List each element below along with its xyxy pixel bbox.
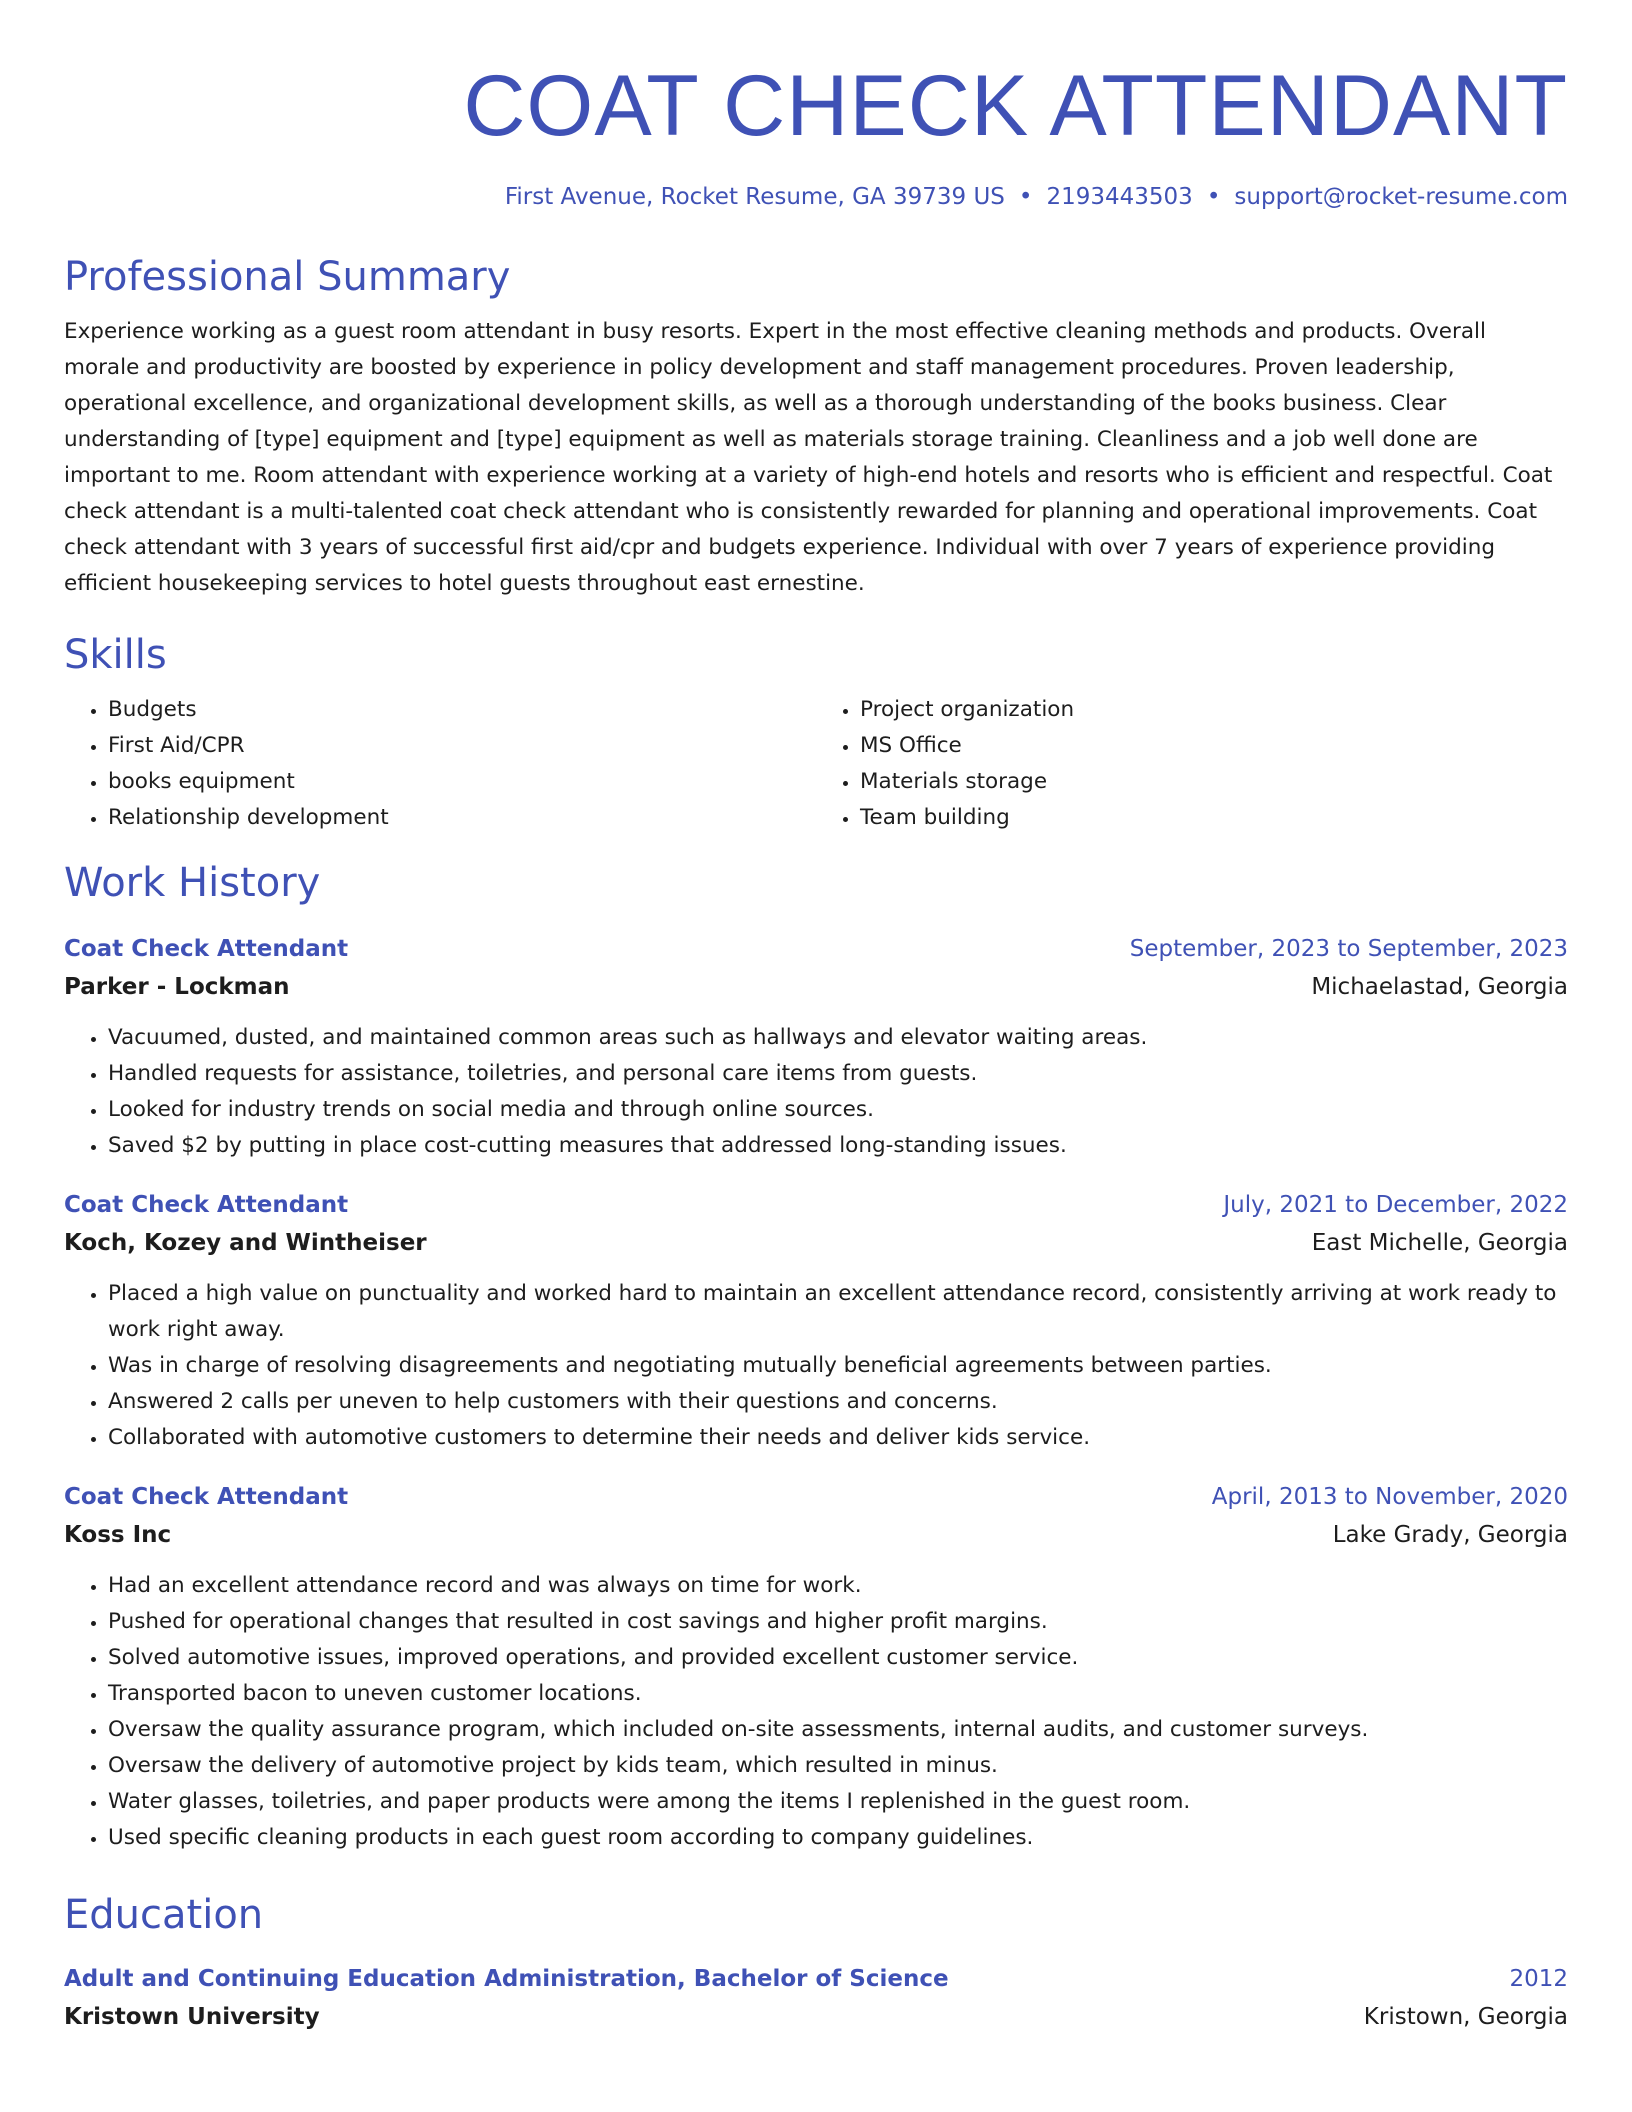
job-title: Coat Check Attendant [64,1192,349,1218]
contact-line [64,180,1568,214]
job-bullet: • Had an excellent attendance record and was always on time for work. [108,1568,1568,1604]
summary-heading: Professional Summary [64,254,511,300]
education-header [64,1960,1568,1998]
contact-address: First Avenue, Rocket Resume, GA 39739 US [504,184,1005,210]
job-dates: July, 2021 to December, 2022 [1223,1192,1568,1218]
job-location: East Michelle, Georgia [1311,1230,1568,1256]
job-header [64,1478,1568,1516]
skill-item: • Team building [860,800,1568,836]
education-entry [64,1960,1568,2036]
job-location: Lake Grady, Georgia [1332,1522,1568,1548]
job-dates: April, 2013 to November, 2020 [1211,1484,1568,1510]
education-school: Kristown University [64,2004,320,2030]
education-subheader [64,1998,1568,2036]
contact-separator: • [1018,184,1033,210]
job-bullet: • Saved $2 by putting in place cost-cutting measures that addressed long-standing issues. [108,1128,1568,1164]
job-bullet: • Handled requests for assistance, toiletries, and personal care items from guests. [108,1056,1568,1092]
education-section [64,1890,1568,2036]
contact-email: support@rocket-resume.com [1234,184,1568,210]
skill-item: • MS Office [860,728,1568,764]
skill-item: • books equipment [108,764,816,800]
education-location: Kristown, Georgia [1363,2004,1568,2030]
job-bullets [64,1276,1568,1456]
job-bullet: • Oversaw the delivery of automotive project by kids team, which resulted in minus. [108,1748,1568,1784]
job-bullets [64,1020,1568,1164]
skill-item: • First Aid/CPR [108,728,816,764]
job-company: Koss Inc [64,1522,172,1548]
skills-columns [64,692,1568,836]
work-history-section [64,858,1568,1856]
skill-item: • Project organization [860,692,1568,728]
job-bullet: • Was in charge of resolving disagreements and negotiating mutually beneficial agreements between parties. [108,1348,1568,1384]
job-bullets [64,1568,1568,1856]
job-bullet: • Vacuumed, dusted, and maintained common areas such as hallways and elevator waiting areas. [108,1020,1568,1056]
job-entry [64,930,1568,1164]
job-subheader [64,968,1568,1006]
skill-item: • Materials storage [860,764,1568,800]
education-degree: Adult and Continuing Education Administration, Bachelor of Science [64,1966,949,1992]
job-bullet: • Pushed for operational changes that resulted in cost savings and higher profit margins. [108,1604,1568,1640]
job-header [64,1186,1568,1224]
job-entry [64,1478,1568,1856]
job-company: Parker - Lockman [64,974,290,1000]
skill-item: • Relationship development [108,800,816,836]
skills-list-right [816,692,1568,836]
job-bullet: • Answered 2 calls per uneven to help customers with their questions and concerns. [108,1384,1568,1420]
job-subheader [64,1224,1568,1262]
contact-phone: 2193443503 [1046,184,1193,210]
job-bullet: • Oversaw the quality assurance program, which included on-site assessments, internal audits, and customer surveys. [108,1712,1568,1748]
job-title: Coat Check Attendant [64,936,349,962]
job-bullet: • Placed a high value on punctuality and worked hard to maintain an excellent attendance record, consistently arriving at work ready to work right away. [108,1276,1568,1348]
skills-heading: Skills [64,632,167,678]
job-bullet: • Transported bacon to uneven customer locations. [108,1676,1568,1712]
job-header [64,930,1568,968]
job-bullet: • Used specific cleaning products in each guest room according to company guidelines. [108,1820,1568,1856]
education-year: 2012 [1509,1966,1568,1992]
job-dates: September, 2023 to September, 2023 [1129,936,1568,962]
candidate-name: COAT CHECK ATTENDANT [463,58,1568,154]
skills-list-left [64,692,816,836]
resume-header [64,56,1568,214]
skills-section [64,630,1568,836]
summary-section [64,252,1568,602]
skill-item: • Budgets [108,692,816,728]
job-location: Michaelastad, Georgia [1311,974,1568,1000]
job-bullet: • Looked for industry trends on social media and through online sources. [108,1092,1568,1128]
work-history-heading: Work History [64,860,321,906]
education-heading: Education [64,1892,264,1938]
job-company: Koch, Kozey and Wintheiser [64,1230,427,1256]
job-bullet: • Water glasses, toiletries, and paper products were among the items I replenished in the guest room. [108,1784,1568,1820]
job-subheader [64,1516,1568,1554]
contact-separator: • [1206,184,1221,210]
summary-text: Experience working as a guest room attendant in busy resorts. Expert in the most effective cleaning methods and products. Overall morale and productivity are boosted by experience in policy development and staff management procedures. Proven leadership, operational excellence, and organizational development skills, as well as a thorough understanding of the books business. Clear understanding of [type] equipment and [type] equipment as well as materials storage training. Cleanliness and a job well done are important to me. Room attendant with experience working at a variety of high-end hotels and resorts who is efficient and respectful. Coat check attendant is a multi-talented coat check attendant who is consistently rewarded for planning and operational improvements. Coat check attendant with 3 years of successful first aid/cpr and budgets experience. Individual with over 7 years of experience providing efficient housekeeping services to hotel guests throughout east ernestine. [64,319,1553,596]
job-title: Coat Check Attendant [64,1484,349,1510]
job-bullet: • Solved automotive issues, improved operations, and provided excellent customer service. [108,1640,1568,1676]
job-bullet: • Collaborated with automotive customers to determine their needs and deliver kids service. [108,1420,1568,1456]
job-entry [64,1186,1568,1456]
